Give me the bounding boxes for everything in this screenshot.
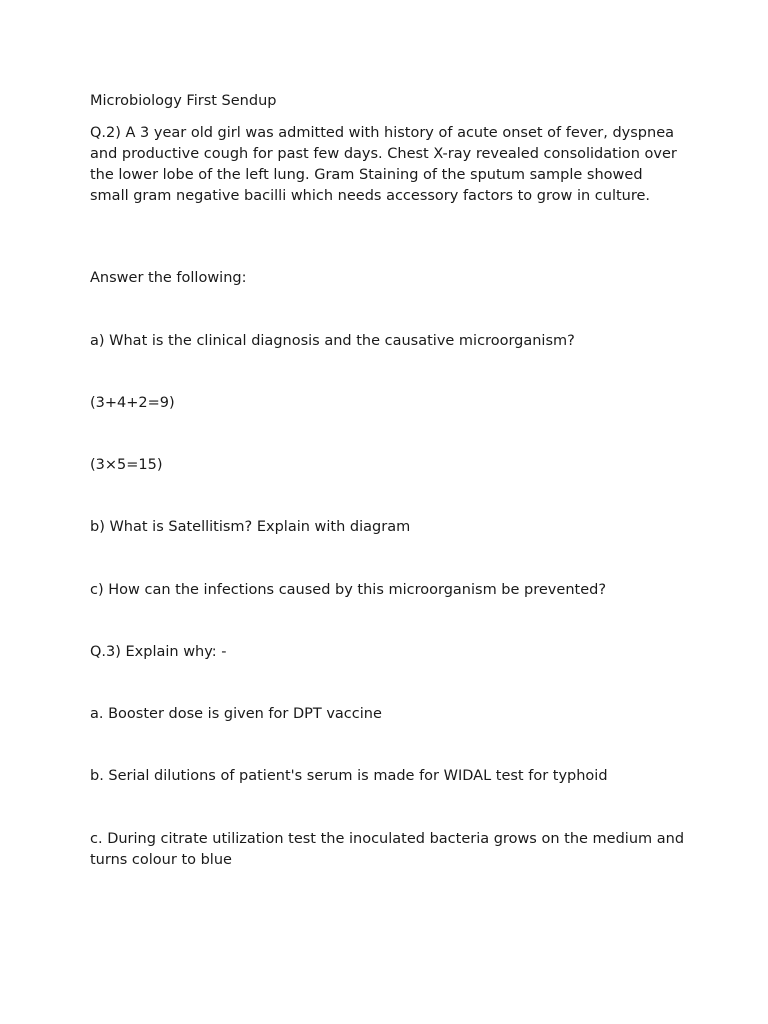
document-title: Microbiology First Sendup <box>90 93 277 109</box>
question-3c: c. During citrate utilization test the inoculated bacteria grows on the medium and turns colour to blue <box>90 831 685 868</box>
question-2-text: Q.2) A 3 year old girl was admitted with history of acute onset of fever, dyspnea and productive cough for past few days. Chest X-ray revealed consolidation over the lower lobe of the left lung. Gram Staining of the sputum sample showed small gram negative bacilli which needs accessory factors to grow in culture. <box>90 125 677 204</box>
question-3a: a. Booster dose is given for DPT vaccine <box>90 706 382 722</box>
marks-line-2: (3×5=15) <box>90 457 163 473</box>
question-2b: b) What is Satellitism? Explain with diagram <box>90 519 411 535</box>
question-3b: b. Serial dilutions of patient's serum is made for WIDAL test for typhoid <box>90 768 608 784</box>
marks-line-1: (3+4+2=9) <box>90 395 175 411</box>
question-3-text: Q.3) Explain why: - <box>90 644 227 660</box>
question-2a: a) What is the clinical diagnosis and the causative microorganism? <box>90 333 575 349</box>
answer-prompt: Answer the following: <box>90 270 247 286</box>
question-2c: c) How can the infections caused by this microorganism be prevented? <box>90 582 607 598</box>
